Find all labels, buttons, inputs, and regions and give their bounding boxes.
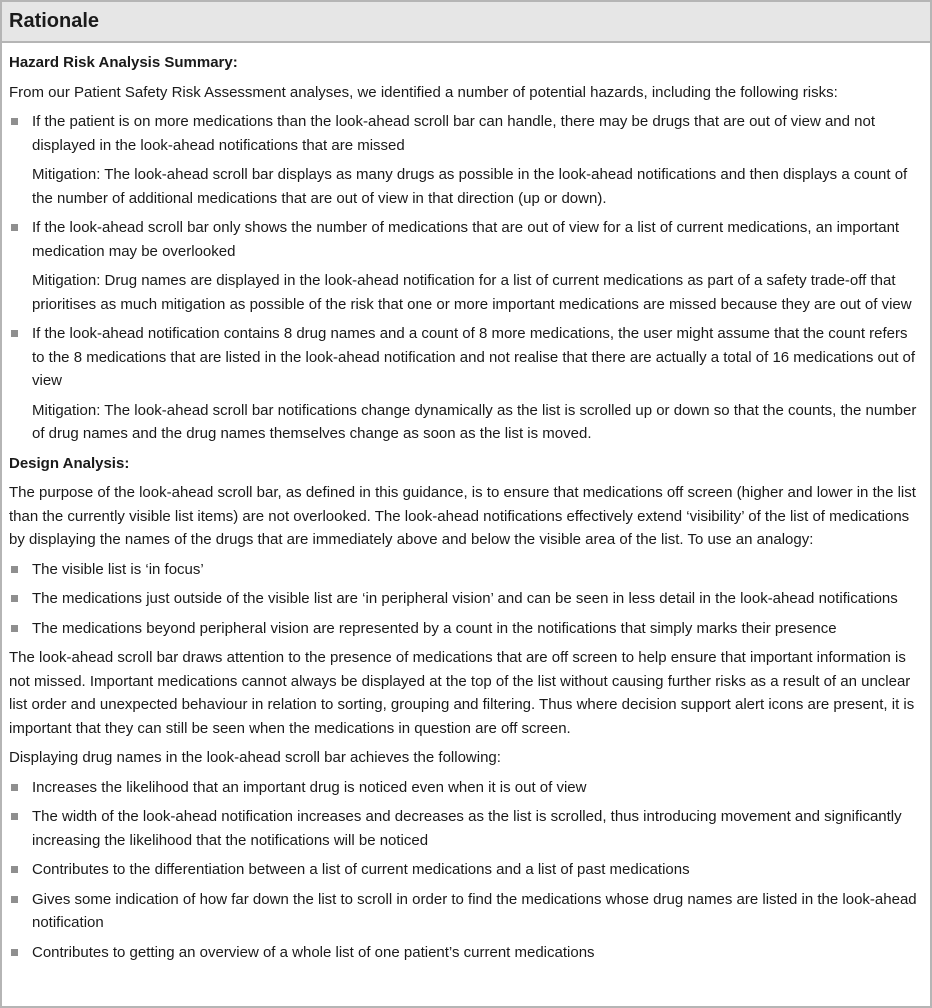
analogy-item bbox=[9, 617, 923, 641]
design-heading: Design Analysis: bbox=[9, 454, 130, 472]
bullet-square-icon bbox=[11, 813, 18, 820]
bullet-square-icon bbox=[11, 224, 18, 231]
bullet-square-icon bbox=[11, 949, 18, 956]
risk-item bbox=[9, 216, 923, 263]
risk-item bbox=[9, 110, 923, 157]
risk-text: If the look-ahead scroll bar only shows the number of medications that are out of view for a list of current medications, an important medication may be overlooked bbox=[32, 219, 900, 260]
design-paragraph: The look-ahead scroll bar draws attention to the presence of medications that are off screen to help ensure that important information is not missed. Important medications cannot always be displayed at the top of the list without causing further risks as a result of an unclear list order and unexpected behaviour in relation to sorting, grouping and filtering. Thus where decision support alert icons are present, it is important that they can still be seen when the medications in question are off screen. bbox=[9, 649, 915, 737]
benefit-text: The width of the look-ahead notification increases and decreases as the list is scrolled, thus introducing movement and significantly increasing the likelihood that the notifications will be noticed bbox=[32, 808, 902, 849]
benefit-item bbox=[9, 805, 923, 852]
hazard-heading: Hazard Risk Analysis Summary: bbox=[9, 54, 238, 71]
risk-text: If the look-ahead notification contains 8 drug names and a count of 8 more medications, the user might assume that the count refers to the 8 medications that are listed in the look-ahead notification and not realise that there are actually a total of 16 medications out of view bbox=[32, 325, 916, 389]
benefit-text: Contributes to the differentiation between a list of current medications and a list of past medications bbox=[32, 861, 690, 878]
design-intro: The purpose of the look-ahead scroll bar, as defined in this guidance, is to ensure that medications off screen (higher and lower in the list than the currently visible list items) are not overlooked. The look-ahead notifications effectively extend ‘visibility’ of the list of medications by displaying the names of the drugs that are immediately above and below the visible area of the list. To use an analogy: bbox=[9, 484, 916, 548]
benefit-item bbox=[9, 941, 923, 965]
panel-content bbox=[2, 43, 930, 964]
bullet-square-icon bbox=[11, 784, 18, 791]
benefit-text: Increases the likelihood that an important drug is noticed even when it is out of view bbox=[32, 778, 587, 796]
analogy-text: The visible list is ‘in focus’ bbox=[32, 560, 204, 578]
benefit-text: Gives some indication of how far down the list to scroll in order to find the medications whose drug names are listed in the look-ahead notification bbox=[32, 890, 917, 931]
bullet-square-icon bbox=[11, 595, 18, 602]
analogy-item bbox=[9, 558, 923, 582]
benefit-item bbox=[9, 776, 923, 800]
analogy-item bbox=[9, 587, 923, 611]
analogy-text: The medications beyond peripheral vision are represented by a count in the notifications that simply marks their presence bbox=[32, 619, 837, 637]
risk-mitigation: Mitigation: The look-ahead scroll bar displays as many drugs as possible in the look-ahead notifications and then displays a count of the number of additional medications that are out of view in that direction (up or down). bbox=[32, 166, 908, 207]
risk-text: If the patient is on more medications than the look-ahead scroll bar can handle, there may be drugs that are out of view and not displayed in the look-ahead notifications that are missed bbox=[32, 113, 876, 154]
benefit-item bbox=[9, 888, 923, 935]
analogy-text: The medications just outside of the visible list are ‘in peripheral vision’ and can be seen in less detail in the look-ahead notifications bbox=[32, 590, 898, 607]
bullet-square-icon bbox=[11, 896, 18, 903]
design-paragraph: Displaying drug names in the look-ahead scroll bar achieves the following: bbox=[9, 749, 501, 766]
bullet-square-icon bbox=[11, 330, 18, 337]
benefit-item bbox=[9, 858, 923, 882]
hazard-intro: From our Patient Safety Risk Assessment analyses, we identified a number of potential hazards, including the following risks: bbox=[9, 83, 838, 101]
bullet-square-icon bbox=[11, 566, 18, 573]
risk-mitigation: Mitigation: The look-ahead scroll bar notifications change dynamically as the list is scrolled up or down so that the counts, the number of drug names and the drug names themselves change as soon as the list is moved. bbox=[32, 401, 917, 442]
risk-item bbox=[9, 322, 923, 393]
benefit-text: Contributes to getting an overview of a whole list of one patient’s current medications bbox=[32, 943, 595, 961]
panel-title: Rationale bbox=[2, 2, 930, 43]
risk-mitigation: Mitigation: Drug names are displayed in the look-ahead notification for a list of current medications as part of a safety trade-off that prioritises as much mitigation as possible of the risk that one or more important medications are missed because they are out of view bbox=[32, 272, 912, 313]
bullet-square-icon bbox=[11, 866, 18, 873]
bullet-square-icon bbox=[11, 118, 18, 125]
bullet-square-icon bbox=[11, 625, 18, 632]
